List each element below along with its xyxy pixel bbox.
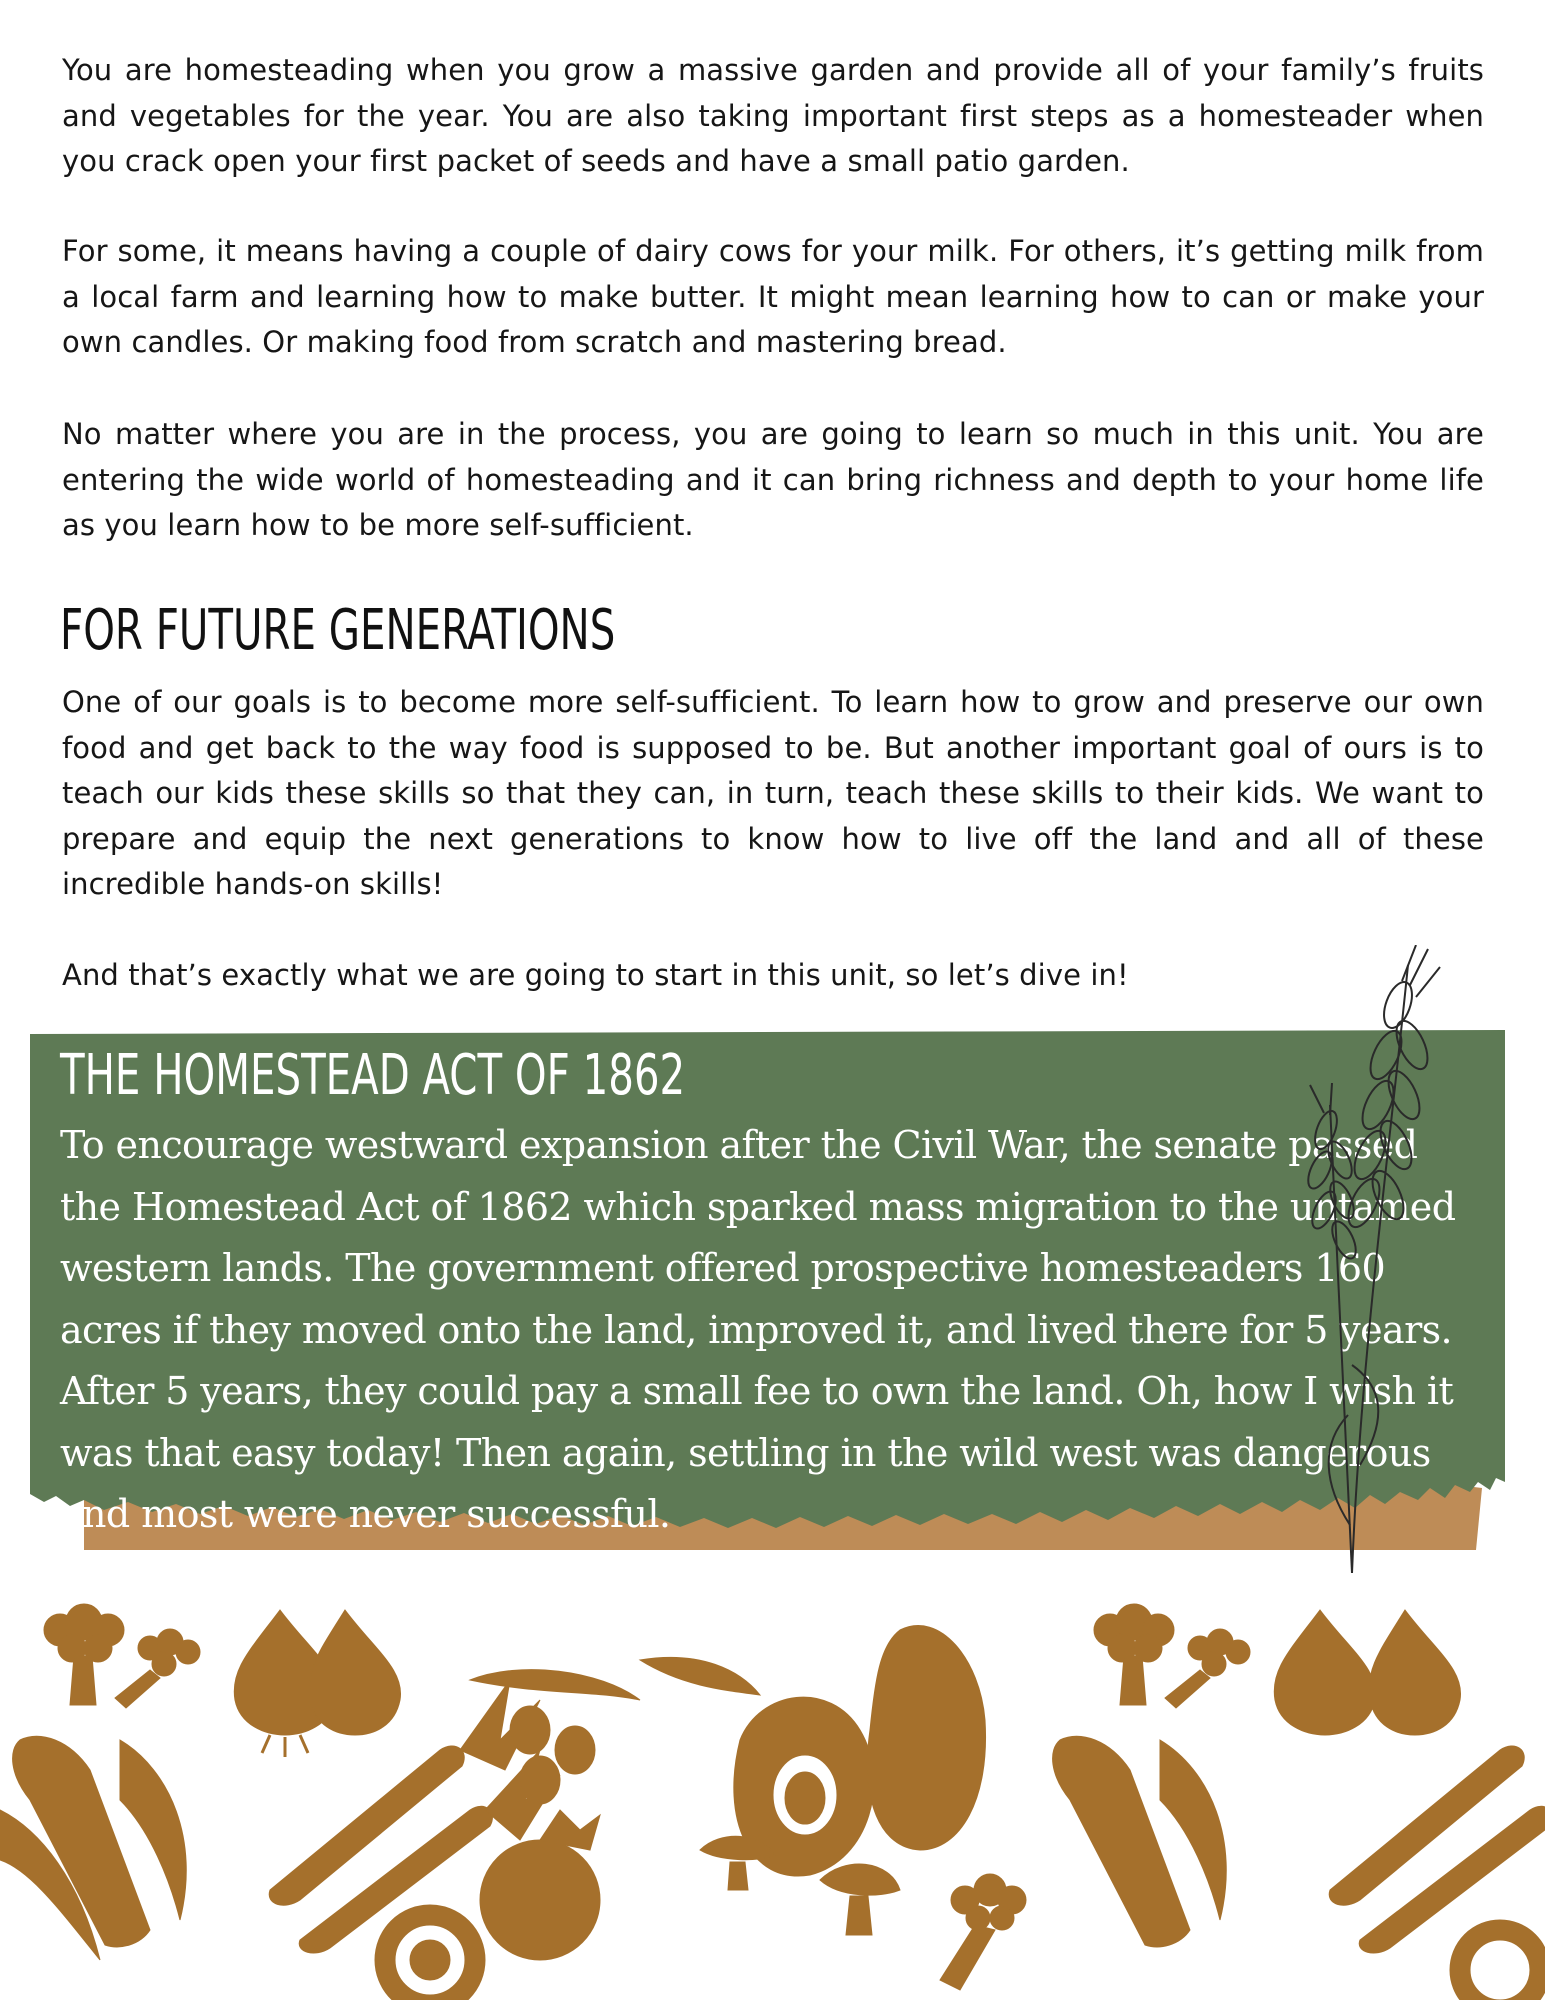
section-heading-future-generations: FOR FUTURE GENERATIONS — [60, 598, 616, 663]
intro-paragraph-2: For some, it means having a couple of dairy cows for your milk. For others, it’s getting milk from a local farm and learning how to make butter. It might mean learning how to can or make your own candles. Or making food from scratch and mastering bread. — [62, 234, 1484, 359]
broccoli-icon — [44, 1604, 200, 1708]
intro-paragraph-1: You are homesteading when you grow a massive garden and provide all of your family’s fruits and vegetables for the year. You are also taking important first steps as a homesteader when you crack open your first packet of seeds and have a small patio garden. — [62, 53, 1484, 178]
vegetable-pattern-icon — [0, 1600, 1545, 2000]
section-heading-homestead-act: THE HOMESTEAD ACT OF 1862 — [60, 1043, 686, 1108]
garlic-icon — [234, 1610, 400, 1757]
broccoli-icon — [1094, 1604, 1250, 1708]
broccoli-icon — [940, 1874, 1026, 1990]
tomato-icon — [375, 1810, 600, 2000]
intro-paragraph-3: No matter where you are in the process, you are going to learn so much in this unit. You are entering the wide world of homesteading and it can bring richness and depth to your home life as you learn how to be more self-sufficient. — [62, 417, 1484, 542]
wheat-icon — [1240, 945, 1470, 1575]
avocado-icon — [734, 1626, 986, 1876]
corn-icon — [0, 1736, 186, 1960]
tomato-icon — [1450, 1920, 1545, 2000]
homestead-act-text: To encourage westward expansion after the Civil War, the senate passed the Homestead Act of 1862 which sparked mass migration to the untamed western lands. The government offered prospective homesteaders 160 acres if they moved onto the land, improved it, and lived there for 5 years. After 5 years, they could pay a small fee to own the land. Oh, how I wish it was that easy today! Then again, settling in the wild west was dangerous and most were never successful. — [60, 1123, 1456, 1536]
closing-paragraph: And that’s exactly what we are going to start in this unit, so let’s dive in! — [62, 958, 1129, 992]
garlic-icon — [1274, 1610, 1460, 1735]
corn-icon — [1053, 1736, 1227, 1947]
future-generations-paragraph: One of our goals is to become more self-sufficient. To learn how to grow and preserve our own food and get back to the way food is supposed to be. But another important goal of ours is to teach our kids these skills so that they can, in turn, teach these skills to their kids. We want to prepare and equip the next generations to know how to live off the land and all of these incredible hands-on skills! — [62, 685, 1484, 901]
